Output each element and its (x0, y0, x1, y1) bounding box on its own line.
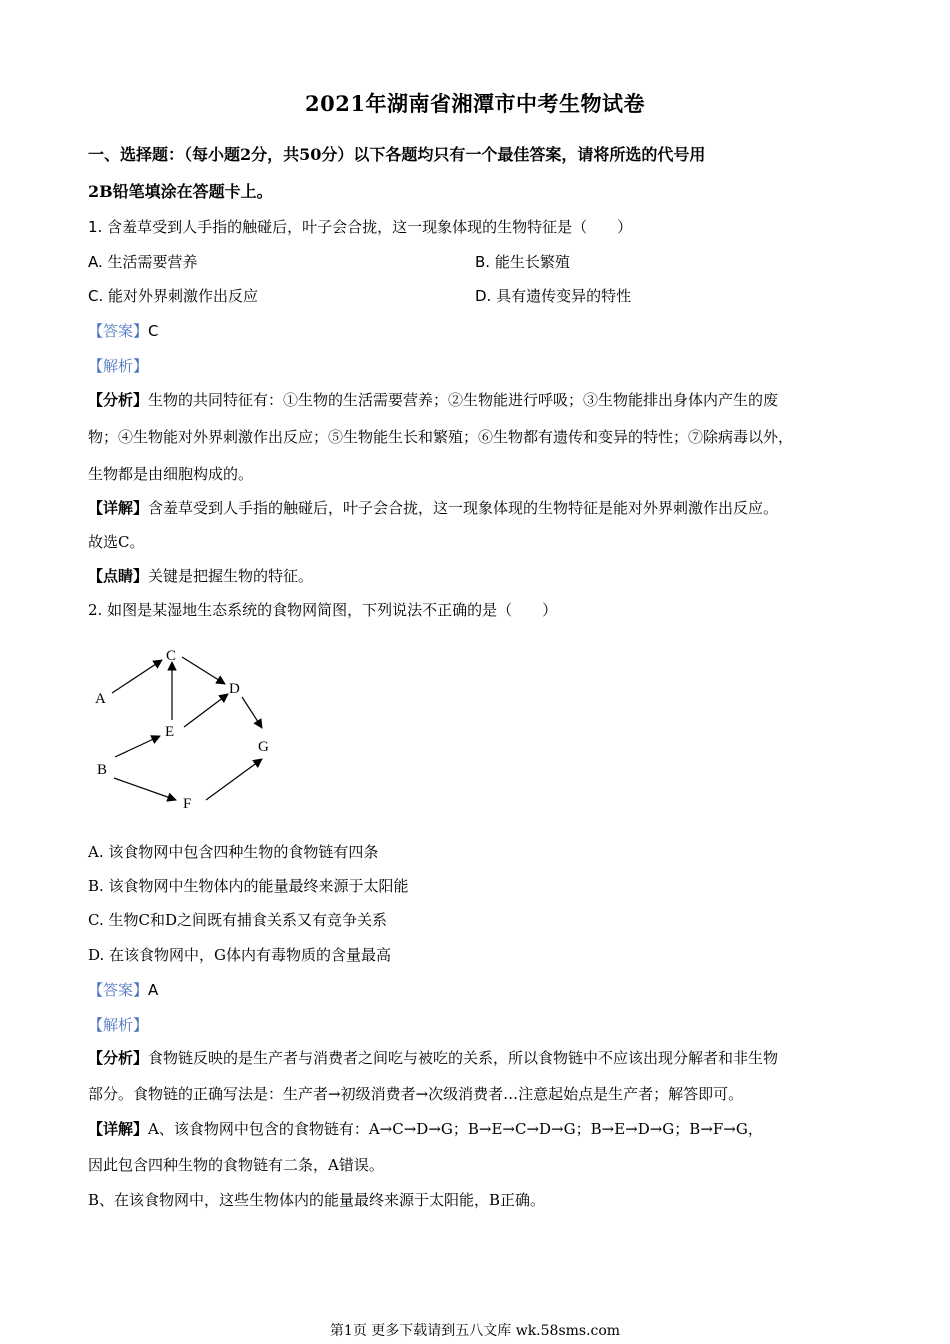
q1-option-c: C. 能对外界刺激作出反应 (88, 287, 259, 305)
q2-option-b: B. 该食物网中生物体内的能量最终来源于太阳能 (88, 877, 409, 895)
node-g: G (258, 739, 269, 755)
edge-a-c (112, 660, 162, 693)
q2-xiangjie-line3: B、在该食物网中，这些生物体内的能量最终来源于太阳能，B正确。 (88, 1191, 546, 1209)
node-a: A (95, 691, 106, 707)
q1-fenxi-text: 生物的共同特征有：①生物的生活需要营养；②生物能进行呼吸；③生物能排出身体内产生的废 (148, 391, 779, 409)
q2-option-a: A. 该食物网中包含四种生物的食物链有四条 (88, 843, 379, 861)
q2-answer-line (88, 980, 158, 1000)
q2-analysis-tag: 【解析】 (88, 1016, 149, 1034)
edge-c-d (182, 657, 225, 684)
q1-option-a: A. 生活需要营养 (88, 253, 198, 271)
q2-xiangjie-tag: 【详解】 (88, 1120, 149, 1138)
node-d: D (229, 681, 240, 697)
q2-xiangjie-text: A、该食物网中包含的食物链有：A→C→D→G；B→E→C→D→G；B→E→D→G；B→F→G， (148, 1120, 763, 1138)
food-web-diagram (88, 640, 288, 820)
node-e: E (165, 724, 175, 740)
q2-stem: 2. 如图是某湿地生态系统的食物网简图，下列说法不正确的是（ ） (88, 601, 558, 619)
q2-answer: A (148, 981, 159, 999)
q1-answer-line (88, 321, 159, 341)
q2-option-c: C. 生物C和D之间既有捕食关系又有竞争关系 (88, 911, 387, 929)
q1-dianjing-tag: 【点睛】 (88, 567, 149, 585)
q1-option-d: D. 具有遗传变异的特性 (475, 287, 632, 305)
q1-fenxi-line2: 物；④生物能对外界刺激作出反应；⑤生物能生长和繁殖；⑥生物都有遗传和变异的特性；⑦除病毒以外， (88, 428, 794, 446)
edge-d-g (242, 697, 262, 728)
q1-fenxi-tag: 【分析】 (88, 391, 149, 409)
node-c: C (166, 648, 177, 664)
q1-answer: C (148, 322, 159, 340)
q2-fenxi-line2: 部分。食物链的正确写法是：生产者→初级消费者→次级消费者…注意起始点是生产者；解答即可。 (88, 1085, 744, 1103)
q1-xiangjie-tag: 【详解】 (88, 499, 149, 517)
edge-f-g (206, 759, 262, 800)
edge-b-e (115, 736, 160, 757)
q2-fenxi-text: 食物链反映的是生产者与消费者之间吃与被吃的关系，所以食物链中不应该出现分解者和非生物 (148, 1049, 779, 1067)
q1-dianjing-text: 关键是把握生物的特征。 (148, 567, 314, 585)
q1-xiangjie-text: 含羞草受到人手指的触碰后，叶子会合拢，这一现象体现的生物特征是能对外界刺激作出反应。 (148, 499, 779, 517)
node-b: B (97, 762, 108, 778)
node-f: F (183, 796, 192, 812)
q2-fenxi-tag: 【分析】 (88, 1049, 149, 1067)
q2-option-d: D. 在该食物网中，G体内有毒物质的含量最高 (88, 946, 392, 964)
q2-xiangjie-line2: 因此包含四种生物的食物链有二条，A错误。 (88, 1156, 384, 1174)
page-title: 2021年湖南省湘潭市中考生物试卷 (305, 91, 645, 116)
edge-b-f (114, 778, 176, 800)
q1-option-b: B. 能生长繁殖 (475, 253, 570, 271)
q1-xiangjie-line1 (88, 498, 778, 518)
q1-analysis-tag: 【解析】 (88, 357, 149, 375)
q2-xiangjie-line1 (88, 1119, 763, 1139)
q1-stem: 1. 含羞草受到人手指的触碰后，叶子会合拢，这一现象体现的生物特征是（ ） (88, 218, 633, 236)
q1-answer-tag: 【答案】 (88, 322, 149, 340)
q2-fenxi-line1 (88, 1048, 778, 1068)
q1-xiangjie-line2: 故选C。 (88, 533, 145, 551)
q1-fenxi-line1 (88, 390, 778, 410)
section-heading-line2: 2B铅笔填涂在答题卡上。 (88, 182, 273, 201)
section-heading-line1: 一、选择题：（每小题2分，共50分）以下各题均只有一个最佳答案，请将所选的代号用 (88, 145, 706, 164)
q1-fenxi-line3: 生物都是由细胞构成的。 (88, 465, 254, 483)
edge-e-d (184, 694, 228, 727)
q2-answer-tag: 【答案】 (88, 981, 149, 999)
page-footer: 第1页 更多下载请到五八文库 wk.58sms.com (329, 1323, 621, 1339)
q1-dianjing-line (88, 566, 313, 586)
